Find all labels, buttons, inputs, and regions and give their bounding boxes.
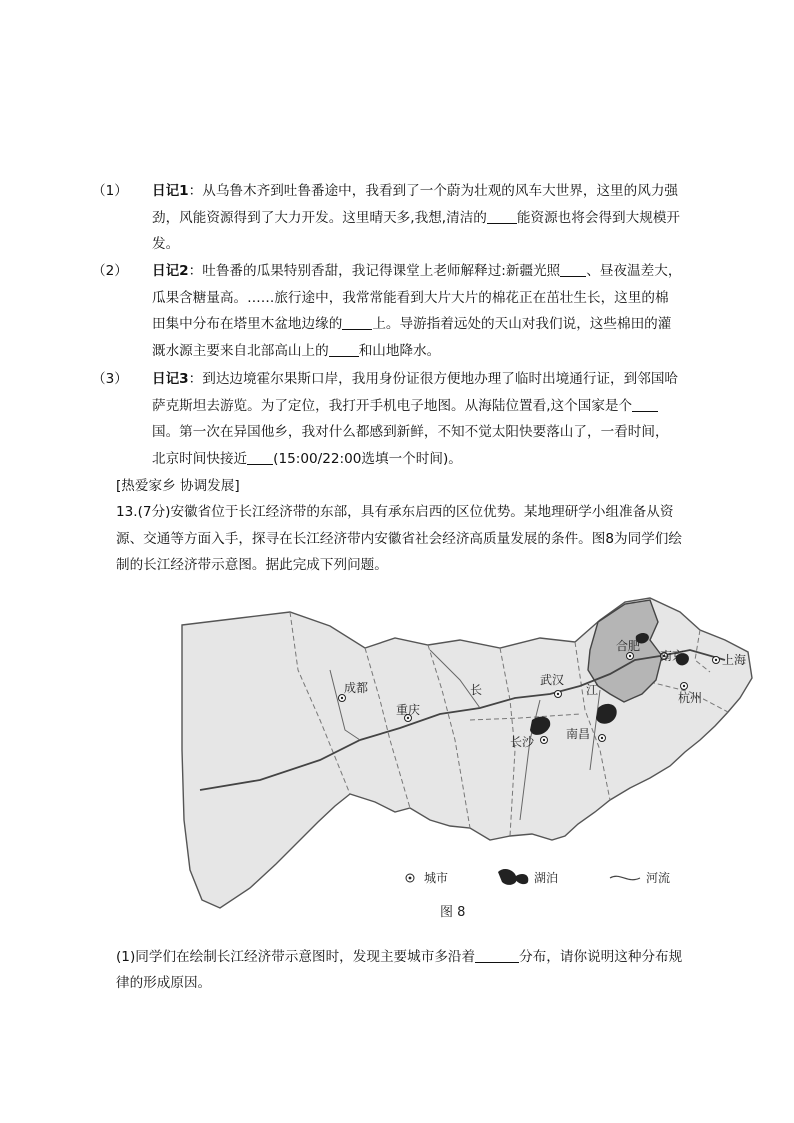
blank-distribution[interactable]	[475, 946, 519, 963]
river-label: 江	[586, 683, 599, 697]
economic-belt-region	[182, 598, 752, 908]
yangtze-economic-belt-map	[180, 590, 760, 930]
legend-city: 城市	[424, 871, 449, 885]
diary-2	[92, 258, 682, 364]
diary-3-text: ：到达边境霍尔果斯口岸，我用身份证很方便地办理了临时出境通行证，到邻国哈萨克斯坦去游览。为了定位，我打开手机电子地图。从海陆位置看,这个国家是个	[152, 371, 679, 414]
diary-1	[92, 178, 682, 258]
diary-2-text-d: 和山地降水。	[358, 342, 441, 359]
diary-2-text-b: 、昼夜温差大，瓜果含糖量高。……旅行途中，我常常能看到大片大片的棉花正在茁壮生长，这里的棉田集中分布在塔里木盆地边缘的	[152, 263, 682, 333]
diary-2-text-c: 上。导游指着远处的天山对我们说，这些棉田的灌溉水源主要来自北部高山上的	[152, 316, 672, 359]
question-13-1-text-end: 分布，请你说明这种分布规律的形成原因。	[116, 949, 683, 991]
city-label: 成都	[344, 681, 369, 695]
city-label: 杭州	[678, 691, 703, 705]
city-label: 南昌	[566, 727, 591, 741]
diary-3-text-b: 国。第一次在异国他乡，我对什么都感到新鲜，不知不觉太阳快要落山了，一看时间，北京时间快接近	[152, 424, 669, 467]
diary-2-text: ：吐鲁番的瓜果特别香甜，我记得课堂上老师解释过:新疆光照	[188, 263, 561, 279]
city-label: 南京	[660, 649, 685, 663]
question-13-stem: 13.(7分)安徽省位于长江经济带的东部，具有承东启西的区位优势。某地理研学小组准备从资源、交通等方面入手，探寻在长江经济带内安徽省社会经济高质量发展的条件。图8为同学们绘制的长江经济带示意图。据此完成下列问题。	[116, 504, 682, 574]
diary-3-text-c: (15:00/22:00选填一个时间)。	[273, 450, 462, 467]
city-label: 重庆	[396, 703, 421, 717]
diary-1-text-end: 能资源也将会得到大规模开发。	[152, 209, 681, 253]
question-13-1	[116, 944, 691, 996]
city-label: 武汉	[540, 673, 565, 687]
diary-2-number: （2）	[92, 263, 128, 279]
diary-1-number: （1）	[92, 183, 128, 199]
diary-1-text: ：从乌鲁木齐到吐鲁番途中，我看到了一个蔚为壮观的风车大世界，这里的风力强劲，风能资源得到了大力开发。这里晴天多,我想,清洁的	[152, 183, 679, 226]
diary-2-label: 日记2	[152, 263, 189, 279]
city-nanjing	[660, 648, 684, 663]
map-legend	[406, 869, 670, 885]
blank-basin-edge[interactable]	[342, 313, 372, 330]
city-label: 上海	[722, 653, 747, 667]
city-label: 合肥	[616, 639, 641, 653]
blank-sunlight[interactable]	[560, 260, 586, 277]
question-13-1-text: (1)同学们在绘制长江经济带示意图时，发现主要城市多沿着	[116, 949, 476, 965]
river-label: 长	[470, 683, 483, 697]
diary-3	[92, 366, 682, 472]
section-heading: [热爱家乡 协调发展]	[116, 478, 240, 494]
figure-caption: 图 8	[440, 905, 466, 920]
blank-beijing-time[interactable]	[247, 448, 273, 465]
legend-lake: 湖泊	[534, 871, 559, 885]
legend-river: 河流	[646, 871, 671, 885]
blank-country-type[interactable]	[632, 395, 658, 412]
blank-water-source[interactable]	[329, 340, 359, 357]
blank-energy[interactable]	[487, 207, 517, 224]
city-label: 长沙	[510, 735, 535, 749]
diary-3-number: （3）	[92, 371, 128, 387]
diary-3-label: 日记3	[152, 371, 189, 387]
diary-1-label: 日记1	[152, 183, 189, 199]
